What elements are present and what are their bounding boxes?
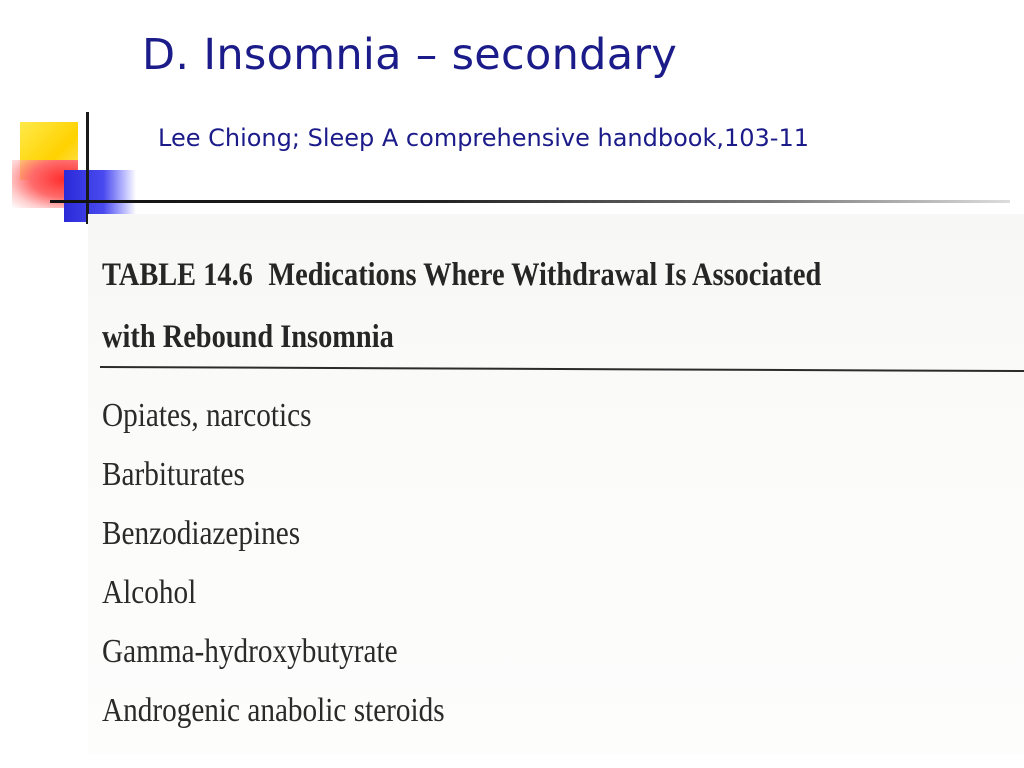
title-divider-line	[50, 200, 1010, 203]
scanned-table-image	[88, 214, 1024, 754]
medication-list	[102, 386, 445, 740]
table-title-line1: Medications Where Withdrawal Is Associated	[268, 257, 822, 293]
table-number: TABLE 14.6	[102, 257, 253, 293]
list-item: Barbiturates	[102, 456, 245, 493]
table-title-line2: with Rebound Insomnia	[102, 319, 394, 355]
ornament-vertical-line	[86, 112, 89, 224]
list-item: Alcohol	[102, 574, 197, 611]
list-item: Gamma-hydroxybutyrate	[102, 633, 398, 670]
slide-title: D. Insomnia – secondary	[142, 30, 678, 80]
list-item: Benzodiazepines	[102, 515, 301, 552]
table-heading	[102, 244, 876, 368]
list-item: Opiates, narcotics	[102, 397, 312, 434]
list-item: Androgenic anabolic steroids	[102, 692, 445, 729]
slide-subtitle: Lee Chiong; Sleep A comprehensive handbook,103-11	[158, 124, 809, 152]
